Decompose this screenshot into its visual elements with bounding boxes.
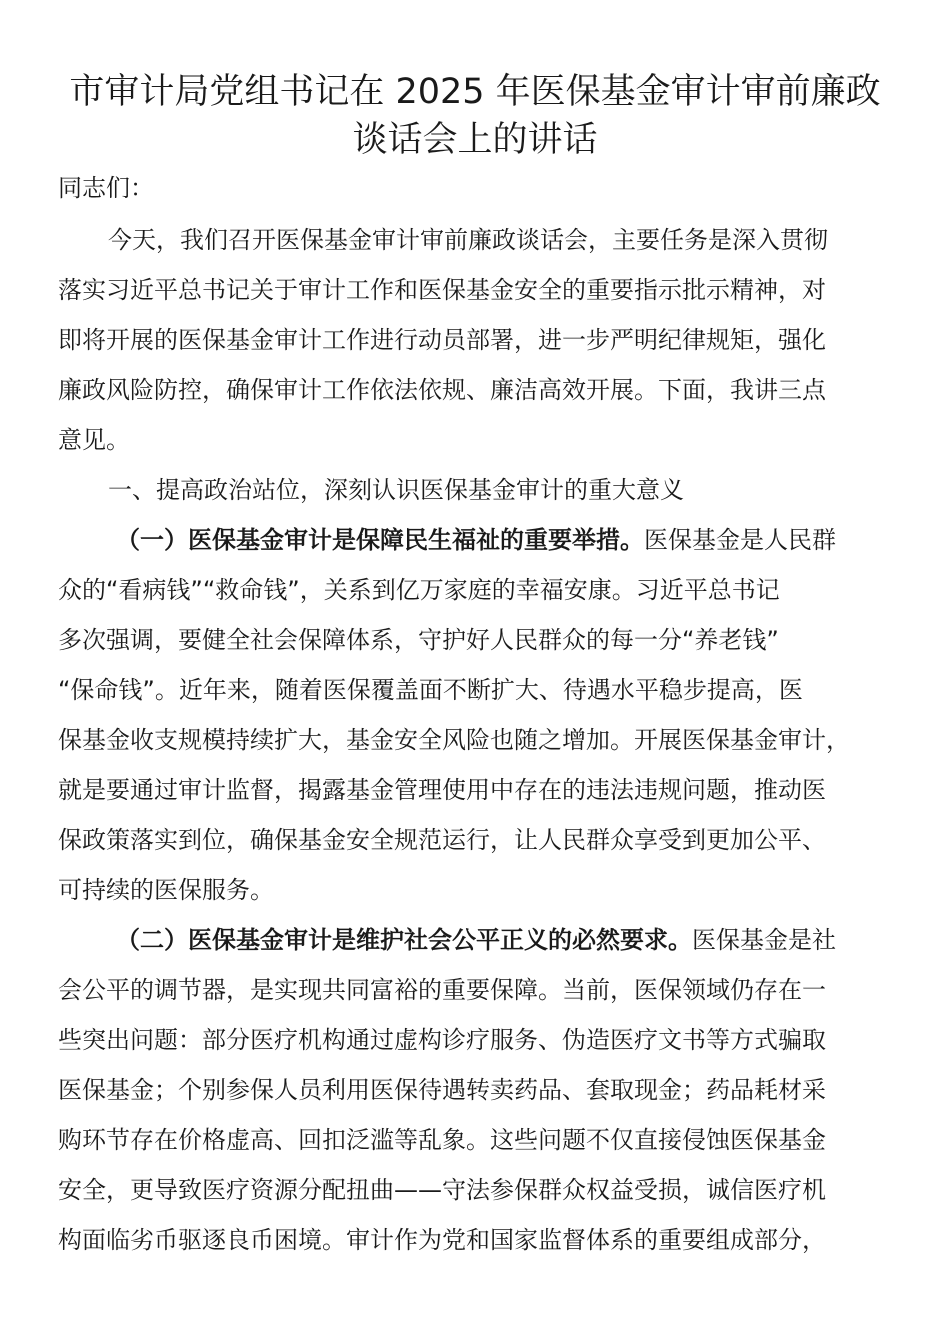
sub-2-line: 会公平的调节器，是实现共同富裕的重要保障。当前，医保领域仍存在一 [58, 976, 826, 1004]
sub-2-first-line [116, 924, 950, 956]
sub-2-line: 安全，更导致医疗资源分配扭曲——守法参保群众权益受损，诚信医疗机 [58, 1176, 826, 1204]
sub-2-line: 构面临劣币驱逐良币困境。审计作为党和国家监督体系的重要组成部分， [58, 1226, 826, 1254]
document-title-line-2: 谈话会上的讲话 [352, 120, 598, 160]
intro-line: 廉政风险防控，确保审计工作依法依规、廉洁高效开展。下面，我讲三点 [58, 376, 826, 404]
sub-1-first-line [116, 524, 950, 556]
sub-1-line: 就是要通过审计监督，揭露基金管理使用中存在的违法违规问题，推动医 [58, 776, 826, 804]
sub-2-line: 医保基金；个别参保人员利用医保待遇转卖药品、套取现金；药品耗材采 [58, 1076, 826, 1104]
sub-1-line: 可持续的医保服务。 [58, 876, 274, 904]
intro-line: 即将开展的医保基金审计工作进行动员部署，进一步严明纪律规矩，强化 [58, 326, 826, 354]
sub-1-line: 多次强调，要健全社会保障体系，守护好人民群众的每一分“养老钱” [58, 626, 779, 654]
sub-2-heading: （二）医保基金审计是维护社会公平正义的必然要求。 [116, 926, 692, 954]
sub-1-heading: （一）医保基金审计是保障民生福祉的重要举措。 [116, 526, 644, 554]
sub-2-line: 购环节存在价格虚高、回扣泛滥等乱象。这些问题不仅直接侵蚀医保基金 [58, 1126, 826, 1154]
sub-2-first-line-text: 医保基金是社 [692, 926, 836, 954]
intro-line: 落实习近平总书记关于审计工作和医保基金安全的重要指示批示精神，对 [58, 276, 826, 304]
sub-1-line: 保基金收支规模持续扩大，基金安全风险也随之增加。开展医保基金审计， [58, 726, 850, 754]
salutation: 同志们： [58, 174, 154, 202]
sub-1-line: 众的“看病钱”“救命钱”，关系到亿万家庭的幸福安康。习近平总书记 [58, 576, 780, 604]
intro-line: 意见。 [58, 426, 130, 454]
sub-1-first-line-text: 医保基金是人民群 [644, 526, 836, 554]
document-title-line-1: 市审计局党组书记在 2025 年医保基金审计审前廉政 [69, 72, 881, 112]
sub-1-line: “保命钱”。近年来，随着医保覆盖面不断扩大、待遇水平稳步提高，医 [58, 676, 803, 704]
intro-line: 今天，我们召开医保基金审计审前廉政谈话会，主要任务是深入贯彻 [108, 226, 828, 254]
section-1-heading: 一、提高政治站位，深刻认识医保基金审计的重大意义 [108, 476, 684, 504]
sub-1-line: 保政策落实到位，确保基金安全规范运行，让人民群众享受到更加公平、 [58, 826, 826, 854]
sub-2-line: 些突出问题：部分医疗机构通过虚构诊疗服务、伪造医疗文书等方式骗取 [58, 1026, 826, 1054]
